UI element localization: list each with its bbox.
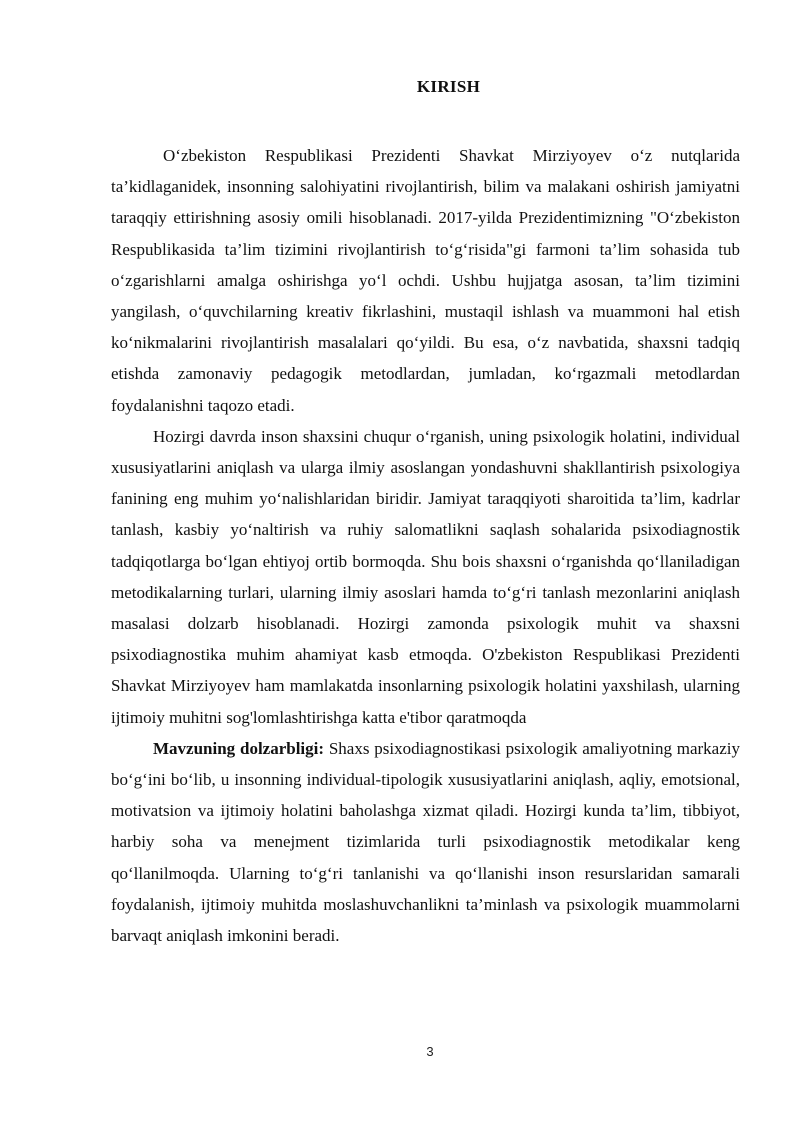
paragraph-relevance-text: Shaxs psixodiagnostikasi psixologik amaliyotning markaziy bo‘g‘ini bo‘lib, u insonning individual-tipologik xususiyatlarini aniqlash, aqliy, emotsional, motivatsion va ijtimoiy holatini baholashga xizmat qiladi. Hozirgi kunda ta’lim, tibbiyot, harbiy soha va menejment tizimlarida turli psixodiagnostik metodikalar keng qo‘llanilmoqda. Ularning to‘g‘ri tanlanishi va qo‘llanishi inson resurslaridan samarali foydalanish, ijtimoiy muhitda moslashuvchanlikni ta’minlash va psixologik muammolarni barvaqt aniqlash imkonini beradi.	[111, 738, 741, 946]
paragraph-intro	[111, 140, 740, 421]
page-number: 3	[426, 1044, 434, 1059]
paragraph-psychology-text: Hozirgi davrda inson shaxsini chuqur o‘rganish, uning psixologik holatini, individual xususiyatlarini aniqlash va ularga ilmiy asoslangan yondashuvni shakllantirish psixologiya fanining eng muhim yo‘nalishlaridan biridir. Jamiyat taraqqiyoti sharoitida ta’lim, kadrlar tanlash, kasbiy yo‘naltirish va ruhiy salomatlikni saqlash sohalarida psixodiagnostik tadqiqotlarga bo‘lgan ehtiyoj ortib bormoqda. Shu bois shaxsni o‘rganishda qo‘llaniladigan metodikalarning turlari, ularning ilmiy asoslari hamda to‘g‘ri tanlash mezonlarini aniqlash masalasi dolzarb hisoblanadi. Hozirgi zamonda psixologik muhit va shaxsni psixodiagnostika muhim ahamiyat kasb etmoqda. O'zbekiston Respublikasi Prezidenti Shavkat Mirziyoyev ham mamlakatda insonlarning psixologik holatini yaxshilash, ularning ijtimoiy muhitni sog'lomlashtirishga katta e'tibor qaratmoqda	[111, 426, 740, 727]
paragraph-relevance-lead: Mavzuning dolzarbligi:	[153, 738, 325, 758]
paragraph-intro-text: O‘zbekiston Respublikasi Prezidenti Shavkat Mirziyoyev o‘z nutqlarida ta’kidlaganidek, insonning salohiyatini rivojlantirish, bilim va malakani oshirish jamiyatni taraqqiy ettirishning asosiy omili hisoblanadi. 2017-yilda Prezidentimizning "O‘zbekiston Respublikasida ta’lim tizimini rivojlantirish to‘g‘risida"gi farmoni ta’lim sohasida tub o‘zgarishlarni amalga oshirishga yo‘l ochdi. Ushbu hujjatga asosan, ta’lim tizimini yangilash, o‘quvchilarning kreativ fikrlashini, mustaqil ishlash va muammoni hal etish ko‘nikmalarini rivojlantirish masalalari qo‘yildi. Bu esa, o‘z navbatida, shaxsni tadqiq etishda zamonaviy pedagogik metodlardan, jumladan, ko‘rgazmali metodlardan foydalanishni taqozo etadi.	[111, 146, 740, 415]
paragraph-psychology	[111, 421, 740, 733]
page-title: KIRISH	[416, 77, 481, 96]
document-body	[111, 140, 740, 951]
paragraph-relevance	[111, 733, 740, 951]
